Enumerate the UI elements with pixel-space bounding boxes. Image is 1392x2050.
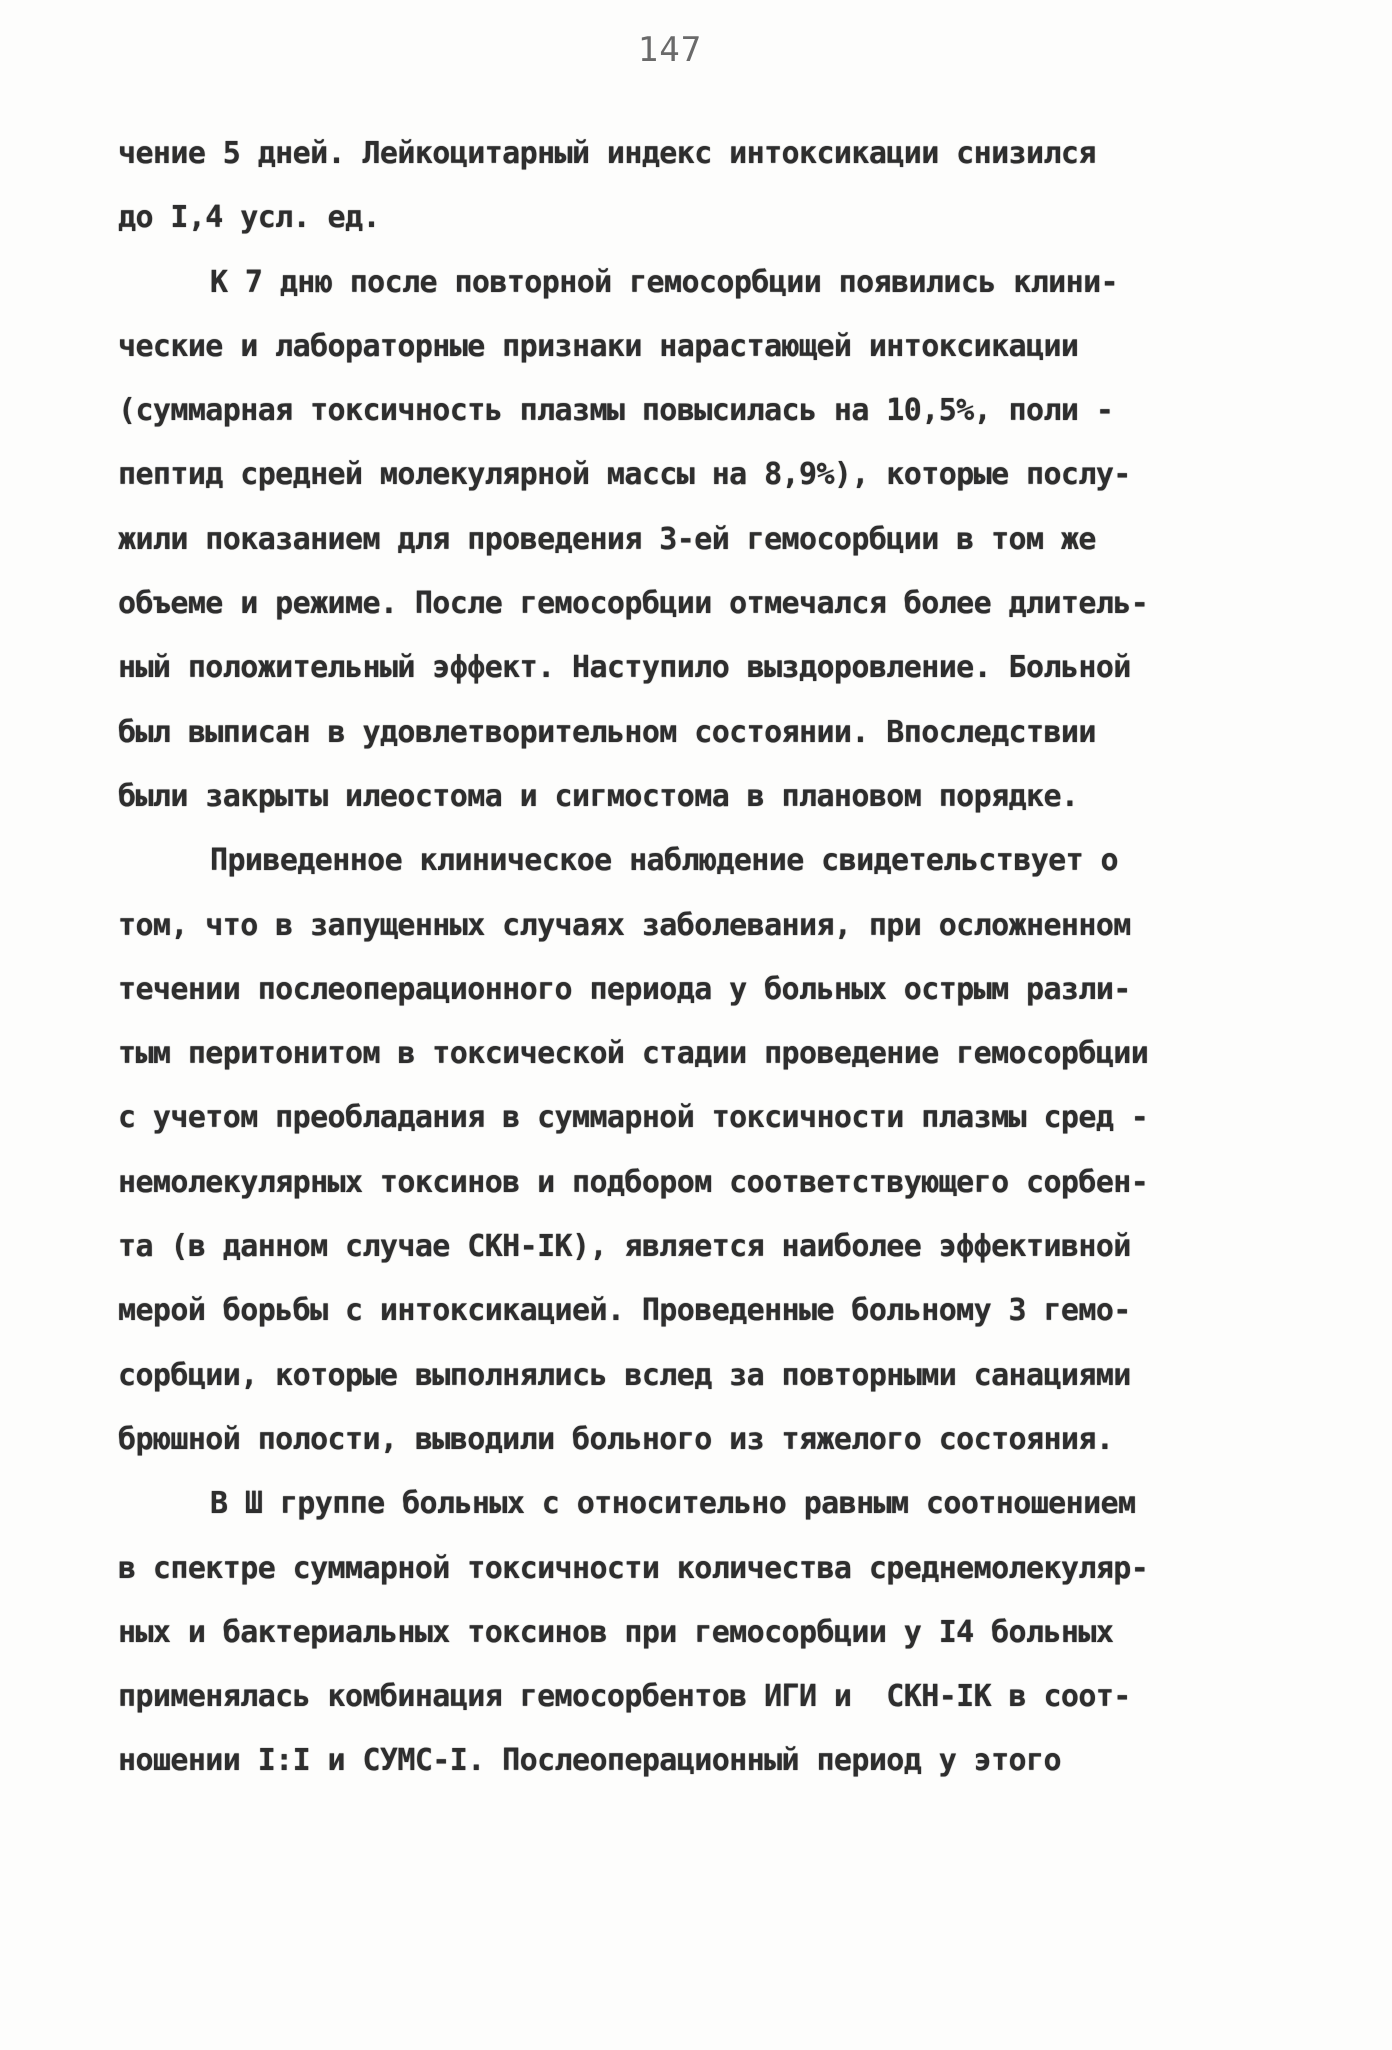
text-line: сорбции, которые выполнялись вслед за повторными санациями	[118, 1357, 1131, 1393]
text-line: пептид средней молекулярной массы на 8,9%), которые послу-	[118, 457, 1131, 493]
text-line: тым перитонитом в токсической стадии проведение гемосорбции	[118, 1036, 1149, 1072]
text-line: том, что в запущенных случаях заболевания, при осложненном	[118, 907, 1131, 943]
text-line: течении послеоперационного периода у больных острым разли-	[118, 971, 1131, 1007]
text-line: применялась комбинация гемосорбентов ИГИ и СКН-IК в соот-	[118, 1679, 1131, 1715]
text-line: с учетом преобладания в суммарной токсичности плазмы сред -	[118, 1100, 1149, 1136]
text-line: были закрыты илеостома и сигмостома в плановом порядке.	[118, 778, 1079, 814]
text-line: брюшной полости, выводили больного из тяжелого состояния.	[118, 1421, 1114, 1457]
text-line: ческие и лабораторные признаки нарастающей интоксикации	[118, 328, 1079, 364]
text-line: до I,4 усл. ед.	[118, 200, 380, 236]
text-line: был выписан в удовлетворительном состоянии. Впоследствии	[118, 714, 1096, 750]
text-line: та (в данном случае СКН-IК), является наиболее эффективной	[118, 1229, 1131, 1265]
page-number: 147	[637, 30, 703, 70]
text-line: в спектре суммарной токсичности количества среднемолекуляр-	[118, 1550, 1149, 1586]
text-line: чение 5 дней. Лейкоцитарный индекс интоксикации снизился	[118, 136, 1096, 171]
text-line: ный положительный эффект. Наступило выздоровление. Больной	[118, 650, 1131, 686]
text-line: В Ш группе больных с относительно равным соотношением	[210, 1486, 1136, 1522]
text-line: мерой борьбы с интоксикацией. Проведенные больному 3 гемо-	[118, 1293, 1131, 1329]
text-line: Приведенное клиническое наблюдение свидетельствует о	[210, 843, 1118, 879]
text-line: (суммарная токсичность плазмы повысилась на 10,5%, поли -	[118, 393, 1114, 429]
text-line: жили показанием для проведения 3-ей гемосорбции в том же	[118, 521, 1096, 557]
text-line: немолекулярных токсинов и подбором соответствующего сорбен-	[118, 1164, 1149, 1200]
text-line: ных и бактериальных токсинов при гемосорбции у I4 больных	[118, 1614, 1114, 1650]
text-line: К 7 дню после повторной гемосорбции появились клини-	[210, 264, 1118, 300]
text-line: объеме и режиме. После гемосорбции отмечался более длитель-	[118, 586, 1149, 622]
text-line: ношении I:I и СУМС-I. Послеоперационный период у этого	[118, 1743, 1061, 1779]
body-text	[118, 122, 1273, 1794]
